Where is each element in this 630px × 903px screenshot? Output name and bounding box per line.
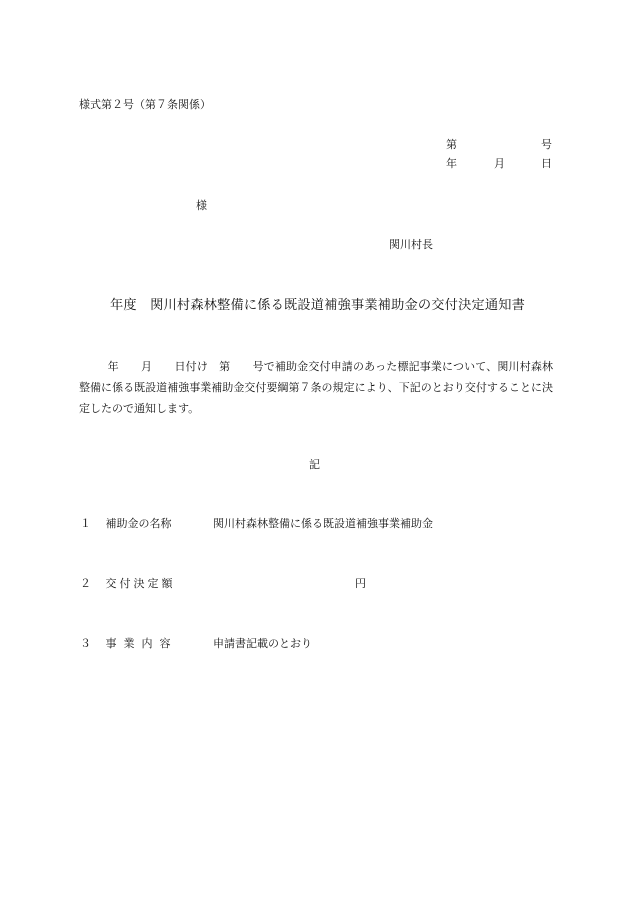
item-value: 関川村森林整備に係る既設道補強事業補助金 <box>213 517 433 530</box>
item-label: 事業内容 <box>105 637 178 650</box>
recipient-suffix: 様 <box>196 199 207 212</box>
item-value: 申請書記載のとおり <box>213 637 312 650</box>
item-subsidy-name <box>80 517 433 531</box>
date-day-label: 日 <box>541 157 552 170</box>
document-title: 年度 関川村森林整備に係る既設道補強事業補助金の交付決定通知書 <box>110 298 526 313</box>
item-project-content <box>80 637 312 651</box>
item-label: 交付決定額 <box>105 577 176 590</box>
date-year-label: 年 <box>446 157 457 170</box>
sender-name: 関川村長 <box>389 238 433 251</box>
item-label: 補助金の名称 <box>105 517 172 530</box>
ki-heading: 記 <box>309 458 320 471</box>
form-number: 様式第２号（第７条関係） <box>79 98 211 111</box>
body-paragraph: 年 月 日付け 第 号で補助金交付申請のあった標記事業について、関川村森林整備に係る既設道補強事業補助金交付要綱第７条の規定により、下記のとおり交付することに決定したので通知します。 <box>79 360 553 415</box>
reference-go: 号 <box>541 138 552 151</box>
item-number: １ <box>80 517 91 530</box>
item-number: ３ <box>80 637 91 650</box>
item-grant-amount <box>80 577 366 591</box>
date-month-label: 月 <box>494 157 505 170</box>
item-number: ２ <box>80 577 91 590</box>
item-value: 円 <box>355 577 366 590</box>
reference-dai: 第 <box>446 138 457 151</box>
